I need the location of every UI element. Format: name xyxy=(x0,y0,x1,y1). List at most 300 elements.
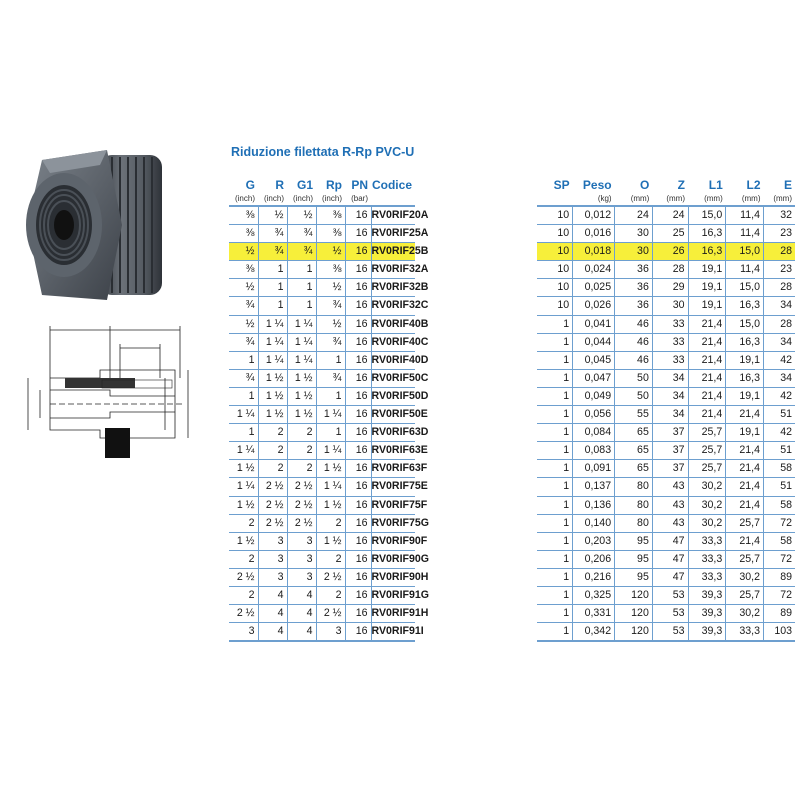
product-code-cell: RV0RIF90H xyxy=(371,568,415,586)
table-cell: 25,7 xyxy=(688,442,726,460)
table-cell: 1 xyxy=(316,387,345,405)
table-cell: 10 xyxy=(537,225,573,243)
table-cell: 23 xyxy=(764,225,796,243)
table-cell: ½ xyxy=(229,279,258,297)
col-unit xyxy=(371,193,415,206)
specs-table-right xyxy=(537,178,795,642)
table-cell: 30 xyxy=(652,297,688,315)
table-cell: 26 xyxy=(652,243,688,261)
table-row xyxy=(229,406,415,424)
table-cell: 37 xyxy=(652,424,688,442)
table-cell: 2 xyxy=(316,514,345,532)
product-code-cell: RV0RIF75F xyxy=(371,496,415,514)
table-cell: 1 xyxy=(229,424,258,442)
table-cell: ⅜ xyxy=(316,206,345,225)
table-cell: 34 xyxy=(652,387,688,405)
table-cell: 47 xyxy=(652,568,688,586)
table-cell: 1 ½ xyxy=(287,406,316,424)
product-code-cell: RV0RIF75G xyxy=(371,514,415,532)
table-cell: ¾ xyxy=(229,297,258,315)
product-code-cell: RV0RIF63D xyxy=(371,424,415,442)
table-cell: ¾ xyxy=(258,225,287,243)
table-cell: 16 xyxy=(345,424,371,442)
table-cell: 72 xyxy=(764,550,796,568)
table-row xyxy=(537,243,795,261)
table-cell: 0,049 xyxy=(573,387,615,405)
table-cell: 2 ½ xyxy=(229,568,258,586)
table-cell: 42 xyxy=(764,351,796,369)
table-cell: 2 xyxy=(229,550,258,568)
col-unit: (inch) xyxy=(229,193,258,206)
table-cell: 1 ¼ xyxy=(287,333,316,351)
table-cell: 16 xyxy=(345,568,371,586)
table-cell: 1 ¼ xyxy=(287,351,316,369)
table-cell: ½ xyxy=(258,206,287,225)
table-cell: 30 xyxy=(615,243,653,261)
table-cell: 21,4 xyxy=(688,333,726,351)
table-cell: 11,4 xyxy=(726,206,764,225)
table-cell: 42 xyxy=(764,387,796,405)
table-row xyxy=(537,369,795,387)
table-cell: 1 xyxy=(287,297,316,315)
table-cell: 2 ½ xyxy=(316,605,345,623)
table-row xyxy=(229,387,415,405)
table-cell: 65 xyxy=(615,442,653,460)
table-cell: 1 ¼ xyxy=(258,351,287,369)
table-cell: 1 xyxy=(537,315,573,333)
table-cell: 16 xyxy=(345,279,371,297)
table-cell: 50 xyxy=(615,387,653,405)
table-cell: 15,0 xyxy=(726,315,764,333)
table-cell: 0,047 xyxy=(573,369,615,387)
table-cell: 1 xyxy=(537,514,573,532)
table-cell: 42 xyxy=(764,424,796,442)
table-cell: 0,084 xyxy=(573,424,615,442)
table-cell: ¾ xyxy=(287,243,316,261)
table-cell: 0,203 xyxy=(573,532,615,550)
product-code-cell: RV0RIF25A xyxy=(371,225,415,243)
table-cell: 1 xyxy=(537,496,573,514)
table-cell: 16 xyxy=(345,478,371,496)
table-cell: 80 xyxy=(615,478,653,496)
table-cell: 50 xyxy=(615,369,653,387)
table-cell: 25,7 xyxy=(726,586,764,604)
table-cell: 1 ½ xyxy=(258,387,287,405)
table-cell: 1 ½ xyxy=(316,496,345,514)
table-cell: 1 xyxy=(537,460,573,478)
table-cell: 4 xyxy=(258,586,287,604)
table-cell: 1 xyxy=(537,532,573,550)
table-cell: 1 xyxy=(316,424,345,442)
table-cell: 3 xyxy=(287,550,316,568)
table-cell: 11,4 xyxy=(726,261,764,279)
table-cell: 58 xyxy=(764,496,796,514)
table-row xyxy=(537,279,795,297)
product-code-cell: RV0RIF32A xyxy=(371,261,415,279)
table-cell: 34 xyxy=(652,406,688,424)
table-cell: 120 xyxy=(615,586,653,604)
table-cell: 39,3 xyxy=(688,623,726,642)
table-cell: 2 ½ xyxy=(316,568,345,586)
table-cell: 2 xyxy=(258,424,287,442)
table-row xyxy=(537,442,795,460)
table-cell: 1 xyxy=(537,605,573,623)
table-cell: 34 xyxy=(652,369,688,387)
table-row xyxy=(537,315,795,333)
table-cell: 0,091 xyxy=(573,460,615,478)
product-code-cell: RV0RIF50D xyxy=(371,387,415,405)
table-row xyxy=(229,605,415,623)
table-row xyxy=(229,442,415,460)
col-header: L2 xyxy=(746,178,761,192)
table-cell: 33,3 xyxy=(688,568,726,586)
table-cell: 3 xyxy=(258,550,287,568)
table-cell: 34 xyxy=(764,333,796,351)
table-cell: 16 xyxy=(345,297,371,315)
table-cell: ½ xyxy=(316,243,345,261)
table-cell: 72 xyxy=(764,586,796,604)
unit-row xyxy=(537,193,795,206)
product-code-cell: RV0RIF40B xyxy=(371,315,415,333)
table-row xyxy=(537,406,795,424)
table-cell: ¾ xyxy=(316,333,345,351)
table-cell: 1 xyxy=(537,424,573,442)
table-row xyxy=(537,351,795,369)
table-cell: 4 xyxy=(258,605,287,623)
table-cell: 1 ¼ xyxy=(258,315,287,333)
table-cell: 1 xyxy=(537,387,573,405)
table-row xyxy=(537,333,795,351)
table-cell: 95 xyxy=(615,568,653,586)
table-row xyxy=(229,297,415,315)
table-cell: 30,2 xyxy=(726,568,764,586)
table-cell: 1 ¼ xyxy=(229,406,258,424)
table-cell: 58 xyxy=(764,460,796,478)
table-cell: 95 xyxy=(615,550,653,568)
table-cell: 89 xyxy=(764,605,796,623)
col-header: G xyxy=(245,178,255,192)
table-cell: 16 xyxy=(345,605,371,623)
table-row xyxy=(537,424,795,442)
table-cell: 28 xyxy=(764,315,796,333)
table-cell: 0,216 xyxy=(573,568,615,586)
table-cell: 2 xyxy=(258,460,287,478)
table-cell: 51 xyxy=(764,406,796,424)
table-cell: 16 xyxy=(345,550,371,568)
table-row xyxy=(537,225,795,243)
table-cell: ¾ xyxy=(229,369,258,387)
table-cell: 2 xyxy=(229,514,258,532)
table-cell: 33 xyxy=(652,315,688,333)
table-row xyxy=(537,568,795,586)
table-cell: 16 xyxy=(345,496,371,514)
table-cell: 15,0 xyxy=(726,279,764,297)
table-cell: 2 xyxy=(287,442,316,460)
table-cell: 1 ½ xyxy=(258,369,287,387)
table-row xyxy=(229,261,415,279)
table-cell: 16 xyxy=(345,206,371,225)
table-cell: 19,1 xyxy=(688,297,726,315)
table-cell: ½ xyxy=(229,243,258,261)
table-cell: 16,3 xyxy=(726,369,764,387)
table-cell: 1 xyxy=(537,623,573,642)
table-cell: 33,3 xyxy=(688,550,726,568)
table-cell: 16 xyxy=(345,586,371,604)
table-row xyxy=(229,225,415,243)
table-cell: 0,018 xyxy=(573,243,615,261)
table-cell: 58 xyxy=(764,532,796,550)
table-row xyxy=(537,261,795,279)
table-cell: 16 xyxy=(345,406,371,424)
table-cell: ¾ xyxy=(316,369,345,387)
unit-row xyxy=(229,193,415,206)
table-cell: 53 xyxy=(652,605,688,623)
table-row xyxy=(537,478,795,496)
table-cell: ½ xyxy=(316,279,345,297)
table-cell: ¾ xyxy=(258,243,287,261)
table-cell: 2 xyxy=(287,460,316,478)
table-cell: 15,0 xyxy=(688,206,726,225)
table-row xyxy=(537,532,795,550)
table-cell: ⅜ xyxy=(229,261,258,279)
col-header: Rp xyxy=(326,178,342,192)
table-cell: ¾ xyxy=(287,225,316,243)
table-cell: 1 ¼ xyxy=(229,478,258,496)
table-cell: 39,3 xyxy=(688,605,726,623)
table-cell: 47 xyxy=(652,550,688,568)
table-cell: 0,083 xyxy=(573,442,615,460)
table-cell: 1 xyxy=(537,586,573,604)
table-cell: 16 xyxy=(345,333,371,351)
table-row xyxy=(537,514,795,532)
table-cell: 0,342 xyxy=(573,623,615,642)
table-cell: 21,4 xyxy=(726,496,764,514)
product-code-cell: RV0RIF40D xyxy=(371,351,415,369)
table-cell: 43 xyxy=(652,514,688,532)
table-cell: 47 xyxy=(652,532,688,550)
table-cell: 16 xyxy=(345,369,371,387)
table-cell: 1 ½ xyxy=(316,460,345,478)
table-cell: 1 ½ xyxy=(229,496,258,514)
col-unit: (inch) xyxy=(258,193,287,206)
product-code-cell: RV0RIF50C xyxy=(371,369,415,387)
table-cell: 30,2 xyxy=(688,496,726,514)
product-code-cell: RV0RIF25B xyxy=(371,243,415,261)
col-header: E xyxy=(783,178,792,192)
table-cell: 32 xyxy=(764,206,796,225)
table-row xyxy=(229,206,415,225)
table-cell: 19,1 xyxy=(726,387,764,405)
table-cell: 24 xyxy=(652,206,688,225)
product-code-cell: RV0RIF50E xyxy=(371,406,415,424)
table-cell: 10 xyxy=(537,243,573,261)
col-header: SP xyxy=(553,178,570,192)
table-cell: ½ xyxy=(229,315,258,333)
table-cell: 1 ¼ xyxy=(229,442,258,460)
table-cell: 21,4 xyxy=(726,478,764,496)
table-cell: 0,331 xyxy=(573,605,615,623)
table-cell: 1 xyxy=(537,442,573,460)
col-header: Codice xyxy=(371,178,412,192)
table-cell: 51 xyxy=(764,478,796,496)
table-cell: 120 xyxy=(615,623,653,642)
table-cell: 0,041 xyxy=(573,315,615,333)
specs-table-left xyxy=(229,178,430,642)
table-cell: 3 xyxy=(258,532,287,550)
table-cell: 33 xyxy=(652,351,688,369)
table-row xyxy=(537,550,795,568)
table-cell: 25,7 xyxy=(688,424,726,442)
col-header: O xyxy=(640,178,650,192)
table-cell: 0,025 xyxy=(573,279,615,297)
table-cell: 36 xyxy=(615,261,653,279)
table-cell: 80 xyxy=(615,496,653,514)
table-cell: 15,0 xyxy=(726,243,764,261)
table-cell: 46 xyxy=(615,315,653,333)
table-cell: 16,3 xyxy=(688,243,726,261)
product-code-cell: RV0RIF63E xyxy=(371,442,415,460)
table-cell: 10 xyxy=(537,279,573,297)
table-cell: 46 xyxy=(615,351,653,369)
table-cell: 2 ½ xyxy=(287,514,316,532)
table-cell: 4 xyxy=(287,623,316,642)
table-title: Riduzione filettata R-Rp PVC-U xyxy=(231,145,415,159)
table-cell: 4 xyxy=(258,623,287,642)
product-code-cell: RV0RIF90G xyxy=(371,550,415,568)
table-row xyxy=(229,514,415,532)
col-unit: (bar) xyxy=(345,193,371,206)
table-cell: 103 xyxy=(764,623,796,642)
table-cell: 16 xyxy=(345,514,371,532)
table-cell: 65 xyxy=(615,460,653,478)
table-cell: 1 xyxy=(316,351,345,369)
table-cell: 1 xyxy=(537,333,573,351)
table-row xyxy=(537,586,795,604)
table-cell: 1 ½ xyxy=(258,406,287,424)
col-header: Peso xyxy=(582,178,612,192)
table-cell: ⅜ xyxy=(229,225,258,243)
table-cell: 34 xyxy=(764,297,796,315)
table-row xyxy=(537,206,795,225)
table-cell: 0,045 xyxy=(573,351,615,369)
table-row xyxy=(229,623,415,642)
table-cell: 1 xyxy=(537,351,573,369)
table-row xyxy=(229,333,415,351)
table-cell: 23 xyxy=(764,261,796,279)
table-cell: 28 xyxy=(652,261,688,279)
product-code-cell: RV0RIF32B xyxy=(371,279,415,297)
table-cell: 1 ½ xyxy=(287,387,316,405)
table-row xyxy=(229,424,415,442)
table-cell: 0,012 xyxy=(573,206,615,225)
col-header: Z xyxy=(677,178,685,192)
table-row xyxy=(537,297,795,315)
table-cell: 0,137 xyxy=(573,478,615,496)
table-cell: 33,3 xyxy=(688,532,726,550)
table-cell: 16 xyxy=(345,532,371,550)
table-cell: 80 xyxy=(615,514,653,532)
table-cell: 1 xyxy=(537,478,573,496)
table-cell: 0,206 xyxy=(573,550,615,568)
table-cell: 21,4 xyxy=(688,406,726,424)
product-code-cell: RV0RIF20A xyxy=(371,206,415,225)
table-cell: 43 xyxy=(652,496,688,514)
table-cell: 0,056 xyxy=(573,406,615,424)
table-cell: 0,024 xyxy=(573,261,615,279)
table-cell: 21,4 xyxy=(726,442,764,460)
table-cell: 16 xyxy=(345,351,371,369)
header-row xyxy=(537,178,795,193)
table-cell: 16,3 xyxy=(726,333,764,351)
table-row xyxy=(229,243,415,261)
table-cell: 16 xyxy=(345,225,371,243)
table-cell: 21,4 xyxy=(688,315,726,333)
col-unit: (mm) xyxy=(764,193,796,206)
table-cell: 1 xyxy=(229,387,258,405)
table-cell: 16 xyxy=(345,315,371,333)
table-row xyxy=(537,387,795,405)
table-cell: 1 ½ xyxy=(229,532,258,550)
table-cell: 51 xyxy=(764,442,796,460)
table-cell: 1 xyxy=(537,568,573,586)
col-unit xyxy=(537,193,573,206)
table-cell: 19,1 xyxy=(688,279,726,297)
table-row xyxy=(229,532,415,550)
col-unit: (mm) xyxy=(726,193,764,206)
product-code-cell: RV0RIF75E xyxy=(371,478,415,496)
product-code-cell: RV0RIF91G xyxy=(371,586,415,604)
table-cell: 0,140 xyxy=(573,514,615,532)
col-unit: (inch) xyxy=(316,193,345,206)
table-cell: 19,1 xyxy=(726,351,764,369)
table-cell: 21,4 xyxy=(688,387,726,405)
table-cell: 16 xyxy=(345,442,371,460)
table-cell: 1 xyxy=(258,261,287,279)
table-cell: 29 xyxy=(652,279,688,297)
table-cell: 43 xyxy=(652,478,688,496)
product-code-cell: RV0RIF32C xyxy=(371,297,415,315)
table-cell: 89 xyxy=(764,568,796,586)
table-cell: 16,3 xyxy=(688,225,726,243)
table-cell: 4 xyxy=(287,586,316,604)
col-unit: (mm) xyxy=(615,193,653,206)
table-cell: 3 xyxy=(229,623,258,642)
table-cell: 16,3 xyxy=(726,297,764,315)
technical-drawing xyxy=(10,318,195,473)
table-cell: 16 xyxy=(345,243,371,261)
table-cell: 1 xyxy=(537,550,573,568)
product-photo xyxy=(12,145,182,310)
table-cell: 16 xyxy=(345,460,371,478)
col-unit: (inch) xyxy=(287,193,316,206)
table-cell: 3 xyxy=(287,568,316,586)
table-cell: 21,4 xyxy=(726,406,764,424)
table-cell: 19,1 xyxy=(726,424,764,442)
table-cell: 16 xyxy=(345,261,371,279)
table-cell: 34 xyxy=(764,369,796,387)
table-row xyxy=(229,586,415,604)
table-row xyxy=(229,369,415,387)
table-cell: 3 xyxy=(287,532,316,550)
table-cell: 3 xyxy=(316,623,345,642)
table-cell: 3 xyxy=(258,568,287,586)
table-cell: ⅜ xyxy=(229,206,258,225)
table-cell: 28 xyxy=(764,279,796,297)
table-cell: 25,7 xyxy=(726,550,764,568)
product-code-cell: RV0RIF63F xyxy=(371,460,415,478)
table-row xyxy=(229,478,415,496)
table-cell: 2 xyxy=(316,586,345,604)
